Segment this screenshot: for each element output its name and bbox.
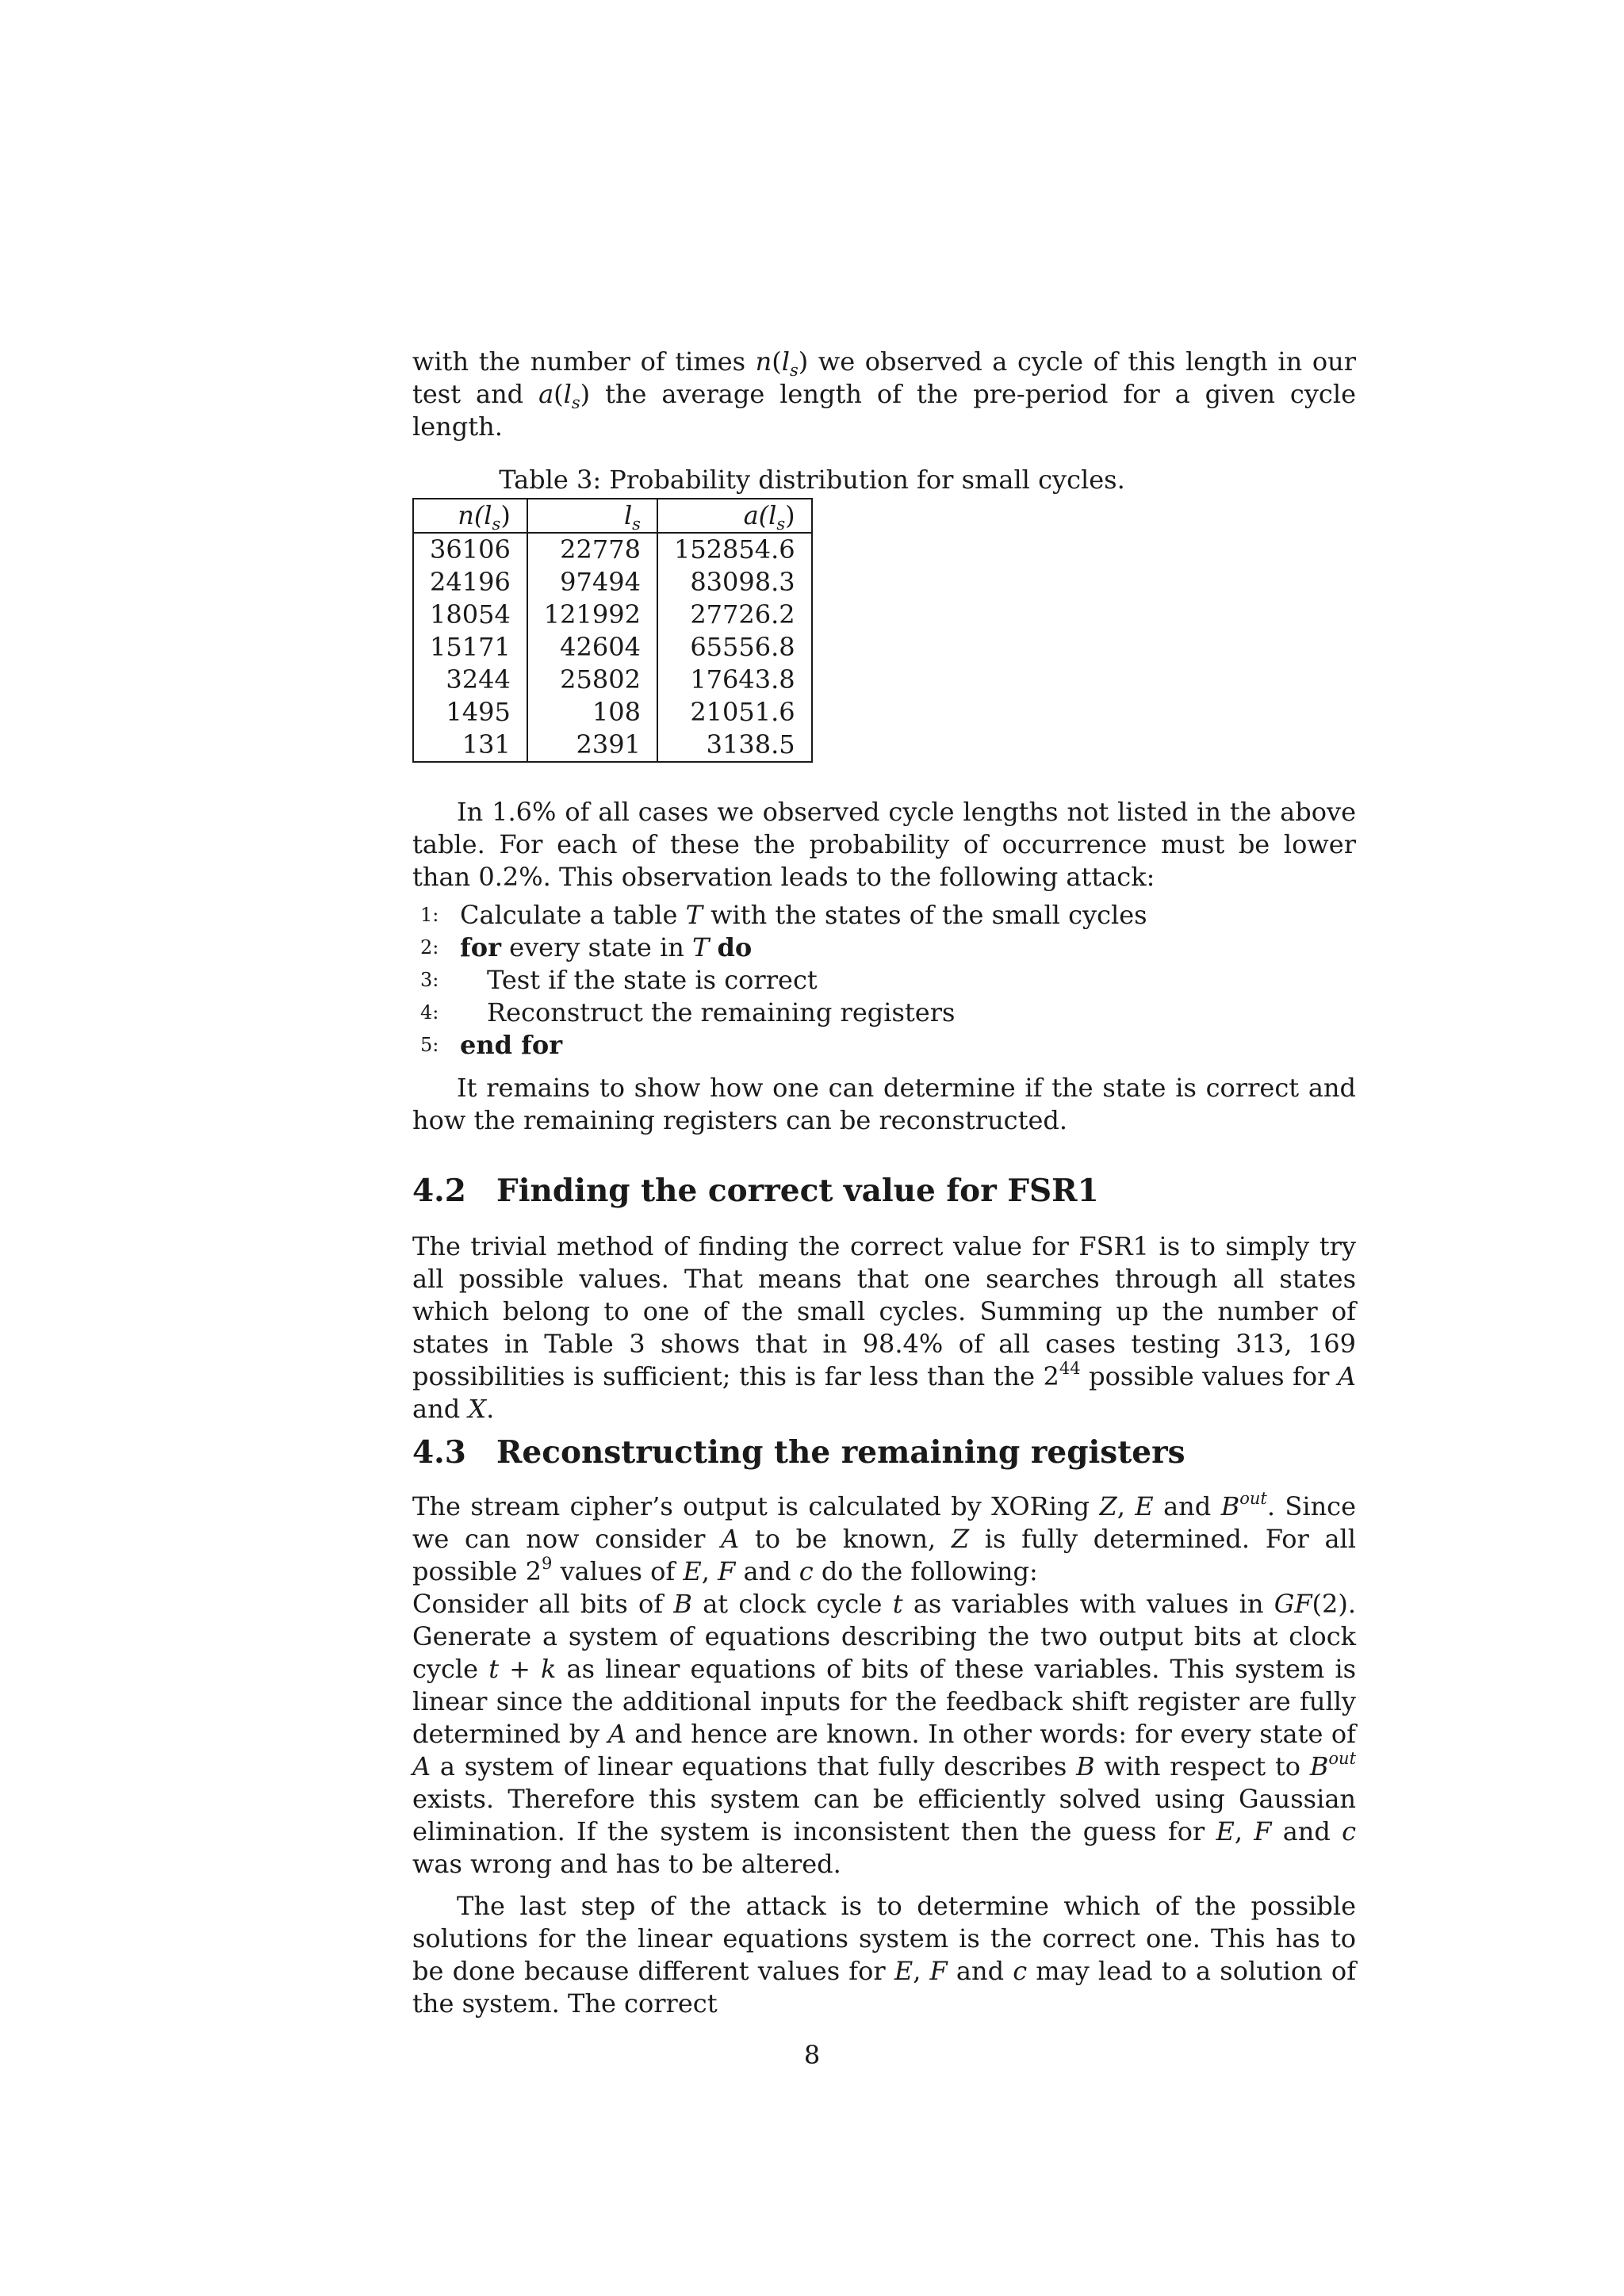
intro-paragraph: with the number of times $n(l_s)$ we observed a cycle of this length in our test and $a(l_s)$ the average length of the pre-period for a given cycle length. [412,346,1357,442]
line-number: 1: [420,904,439,926]
section-heading-4-2 [412,1175,1099,1207]
line-number: 5: [420,1034,439,1056]
section-title: Finding the correct value for FSR1 [496,1173,1099,1209]
attack-algorithm [412,899,1356,1062]
algorithm-line-2: 2: for every state in T do [420,932,753,962]
line-number: 4: [420,1001,439,1024]
section-number: 4.3 [412,1434,466,1471]
section-title: Reconstructing the remaining registers [496,1434,1185,1471]
section-4-3-paragraph-3: The last step of the attack is to determine which of the possible solutions for the linear equations system is the correct one. This has to be done because different values for E, F and c may lead to a solution of the system. The correct [412,1891,1357,2019]
algorithm-line-4: 4: Reconstruct the remaining registers [420,997,956,1027]
table-row: 24196 97494 83098.3 [413,566,812,599]
table-row: 18054 121992 27726.2 [413,599,812,631]
column-header-ls: $l_s$ [527,499,657,533]
table-header-row [413,499,812,533]
section-4-3-paragraph-1: The stream cipher’s output is calculated by XORing Z, E and $B^{out}$. Since we can now consider A to be known, Z is fully determined. For all possible $2^9$ values of E, F and c do the following: [412,1489,1357,1586]
column-header-n-ls: $n(l_s)$ [413,499,527,533]
section-4-3-body [412,1490,1356,1881]
section-heading-4-3 [412,1434,1185,1471]
table-row: 15171 42604 65556.8 [413,631,812,664]
section-4-2-paragraph: The trivial method of finding the correct value for FSR1 is to simply try all possible values. That means that one searches through all states which belong to one of the small cycles. Summing up the number of states in Table 3 shows that in 98.4% of all cases testing 313, 169 possibilities is sufficient; this is far less than the $2^{44}$ possible values for A and X. [412,1231,1356,1424]
table-row: 36106 22778 152854.6 [413,533,812,566]
table-caption: Table 3: Probability distribution for small cycles. [499,465,1125,495]
section-4-3-paragraph-2: Consider all bits of B at clock cycle t as variables with values in GF(2). Generate a system of equations describing the two output bits at clock cycle t + k as linear equations of bits of these variables. This system is linear since the additional inputs for the feedback shift register are fully determined by A and hence are known. In other words: for every state of A a system of linear equations that fully describes B with respect to $B^{out}$ exists. Therefore this system can be efficiently solved using Gaussian elimination. If the system is inconsistent then the guess for E, F and c was wrong and has to be altered. [412,1589,1357,1879]
algorithm-line-3: 3: Test if the state is correct [420,965,818,995]
algorithm-line-5: 5: end for [420,1030,563,1060]
cycle-distribution-table [412,498,813,763]
algorithm-line-1: 1: Calculate a table T with the states of the small cycles [420,900,1147,930]
page-number: 8 [803,2040,821,2070]
remains-paragraph: It remains to show how one can determine if the state is correct and how the remaining registers can be reconstructed. [412,1073,1356,1135]
observation-paragraph: In 1.6% of all cases we observed cycle lengths not listed in the above table. For each of these the probability of occurrence must be lower than 0.2%. This observation leads to the following attack: [412,797,1356,892]
column-header-a-ls: $a(l_s)$ [657,499,812,533]
table-row: 3244 25802 17643.8 [413,664,812,696]
line-number: 3: [420,969,439,991]
table-row: 1495 108 21051.6 [413,696,812,729]
line-number: 2: [420,936,439,959]
section-number: 4.2 [412,1173,466,1209]
table-row: 131 2391 3138.5 [413,729,812,762]
